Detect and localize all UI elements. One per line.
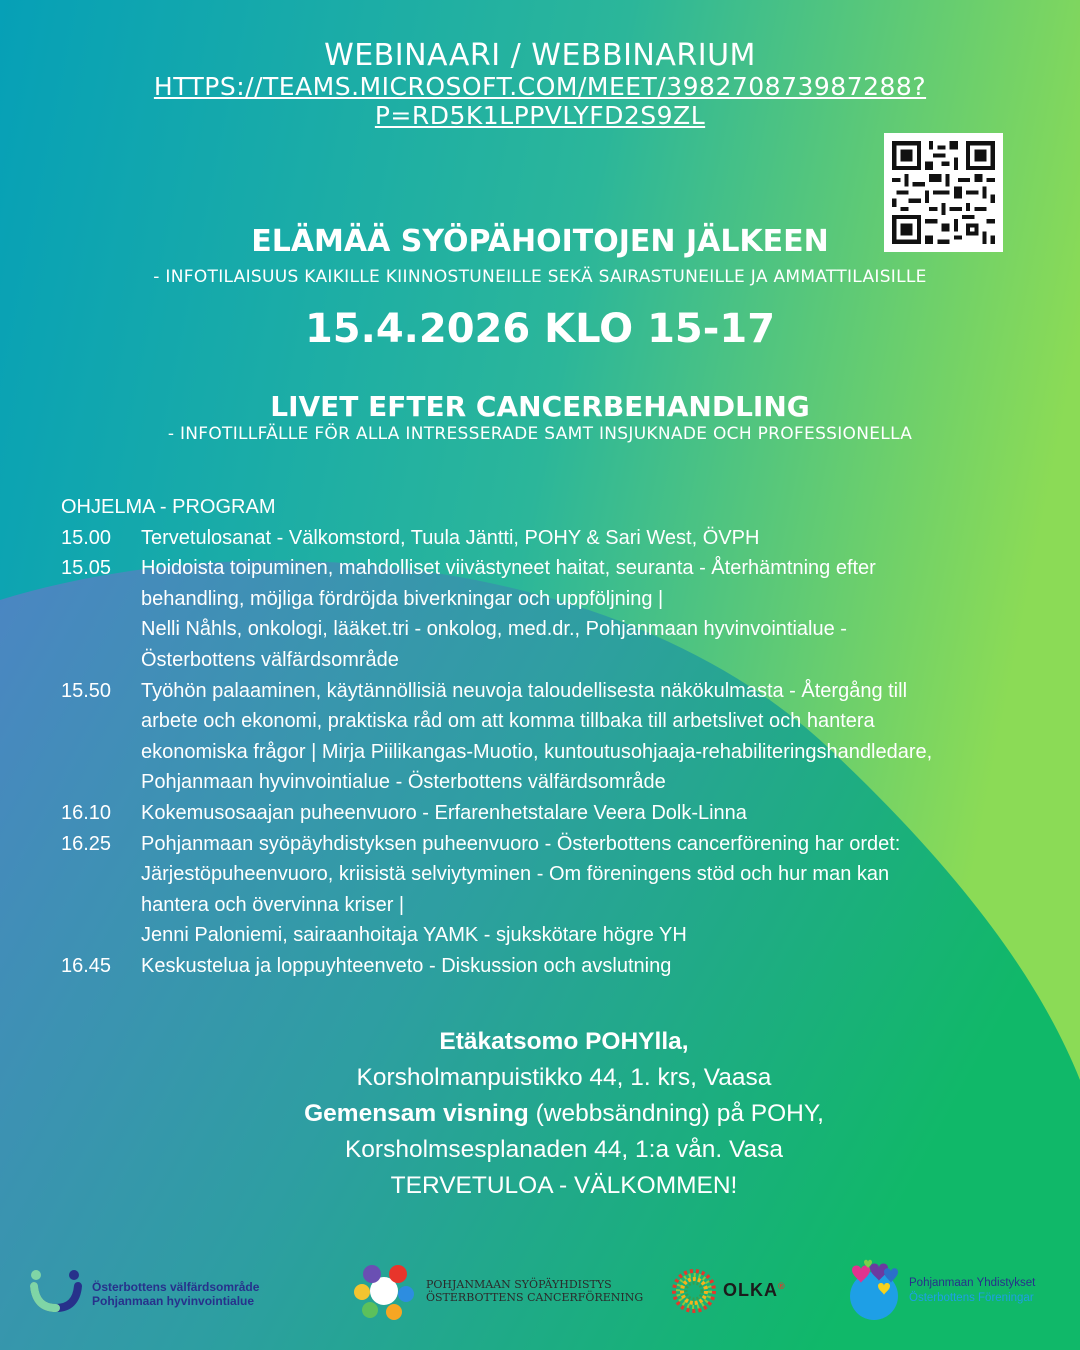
- yhdistykset-logo-icon: [846, 1258, 904, 1322]
- program-description: [141, 829, 1051, 951]
- program-time: 15.05: [61, 557, 112, 580]
- program-description-line: Hoidoista toipuminen, mahdolliset viivästyneet haitat, seuranta - Återhämtning efter: [141, 557, 876, 580]
- pohy-logo-text-fi: POHJANMAAN SYÖPÄYHDISTYS: [426, 1278, 612, 1291]
- program-description-line: Järjestöpuheenvuoro, kriisistä selviytyminen - Om föreningens stöd och hur man kan: [141, 863, 890, 886]
- olka-logo-icon: [671, 1268, 717, 1314]
- yhdistykset-logo-text-sv: Österbottens Föreningar: [909, 1292, 1034, 1304]
- venue-remote-title: Etäkatsomo POHYlla,: [439, 1028, 689, 1055]
- pohy-logo-text-sv: ÖSTERBOTTENS CANCERFÖRENING: [426, 1291, 644, 1304]
- finnish-event-subtitle: - INFOTILAISUUS KAIKILLE KIINNOSTUNEILLE SEKÄ SAIRASTUNEILLE JA AMMATTILAISILLE: [153, 267, 927, 287]
- olka-logo: [671, 1268, 801, 1314]
- program-description-line: Tervetulosanat - Välkomstord, Tuula Jäntti, POHY & Sari West, ÖVPH: [141, 526, 760, 549]
- program-row: [61, 676, 1051, 798]
- yhdistykset-logo: [846, 1258, 1066, 1322]
- program-description: [141, 676, 1051, 798]
- olka-logo-text: OLKA: [723, 1280, 778, 1300]
- program-row: [61, 829, 1051, 951]
- finnish-event-title: ELÄMÄÄ SYÖPÄHOITOJEN JÄLKEEN: [251, 224, 829, 259]
- venue-shared-viewing: Gemensam visning: [304, 1100, 529, 1127]
- teams-meeting-link[interactable]: HTTPS://TEAMS.MICROSOFT.COM/MEET/398270873987288?P=RD5K1LPPVLYFD2S9ZL: [153, 72, 927, 130]
- program-description-line: ekonomiska frågor | Mirja Piilikangas-Muotio, kuntoutusohjaaja-rehabiliteringshandledare,: [141, 740, 933, 763]
- venue-address-sv: Korsholmsesplanaden 44, 1:a vån. Vasa: [344, 1136, 784, 1163]
- program-description-line: Pohjanmaan syöpäyhdistyksen puheenvuoro - Österbottens cancerförening har ordet:: [141, 832, 901, 855]
- program-section: [61, 492, 1051, 982]
- swedish-event-title: LIVET EFTER CANCERBEHANDLING: [270, 390, 810, 423]
- program-row: [61, 798, 1051, 829]
- ovph-logo-icon: [30, 1268, 82, 1314]
- pohy-logo: [352, 1262, 642, 1320]
- program-time: 15.50: [61, 679, 112, 702]
- ovph-logo-text-fi: Pohjanmaan hyvinvointialue: [92, 1294, 255, 1308]
- program-description-line: Keskustelua ja loppuyhteenveto - Diskussion och avslutning: [141, 954, 672, 977]
- ovph-logo-text-sv: Österbottens välfärdsområde: [92, 1280, 260, 1294]
- yhdistykset-logo-text-fi: Pohjanmaan Yhdistykset: [909, 1277, 1036, 1289]
- program-list: [61, 523, 1051, 982]
- program-time: 16.25: [61, 832, 112, 855]
- program-description-line: hantera och övervinna kriser |: [141, 893, 405, 916]
- program-time: 15.00: [61, 526, 112, 549]
- program-description-line: Työhön palaaminen, käytännöllisiä neuvoja taloudellisesta näkökulmasta - Återgång till: [141, 679, 908, 702]
- ovph-logo: [30, 1268, 300, 1316]
- program-description-line: arbete och ekonomi, praktiska råd om att komma tillbaka till arbetslivet och hantera: [141, 710, 875, 733]
- program-description-line: Pohjanmaan hyvinvointialue - Österbottens välfärdsområde: [141, 771, 666, 794]
- program-row: [61, 951, 1051, 982]
- venue-sv-line: [0, 1096, 1080, 1132]
- program-description-line: Kokemusosaajan puheenvuoro - Erfarenhetstalare Veera Dolk-Linna: [141, 801, 747, 824]
- program-description: [141, 523, 1051, 554]
- program-row: [61, 553, 1051, 675]
- program-row: [61, 523, 1051, 554]
- program-time: 16.10: [61, 801, 112, 824]
- webinar-title: WEBINAARI / WEBBINARIUM: [324, 38, 756, 73]
- program-description-line: behandling, möjliga fördröjda biverkningar och uppföljning |: [141, 587, 664, 610]
- olka-registered-mark: ®: [778, 1281, 786, 1291]
- program-description: [141, 553, 1051, 675]
- program-description: [141, 798, 1051, 829]
- swedish-event-subtitle: - INFOTILLFÄLLE FÖR ALLA INTRESSERADE SAMT INSJUKNADE OCH PROFESSIONELLA: [167, 424, 913, 444]
- welcome-text: TERVETULOA - VÄLKOMMEN!: [390, 1172, 738, 1199]
- venue-sv-rest: (webbsändning) på POHY,: [528, 1100, 824, 1127]
- program-description-line: Österbottens välfärdsområde: [141, 648, 399, 671]
- program-description-line: Nelli Nåhls, onkologi, lääket.tri - onkolog, med.dr., Pohjanmaan hyvinvointialue -: [141, 618, 847, 641]
- program-time: 16.45: [61, 954, 112, 977]
- venue-address-fi: Korsholmanpuistikko 44, 1. krs, Vaasa: [356, 1064, 772, 1091]
- pohy-logo-icon: [352, 1262, 416, 1320]
- venue-info: [0, 1024, 1080, 1204]
- program-heading: OHJELMA - PROGRAM: [61, 496, 276, 518]
- program-description-line: Jenni Paloniemi, sairaanhoitaja YAMK - sjukskötare högre YH: [141, 924, 687, 947]
- program-description: [141, 951, 1051, 982]
- event-date: 15.4.2026 KLO 15-17: [304, 306, 776, 352]
